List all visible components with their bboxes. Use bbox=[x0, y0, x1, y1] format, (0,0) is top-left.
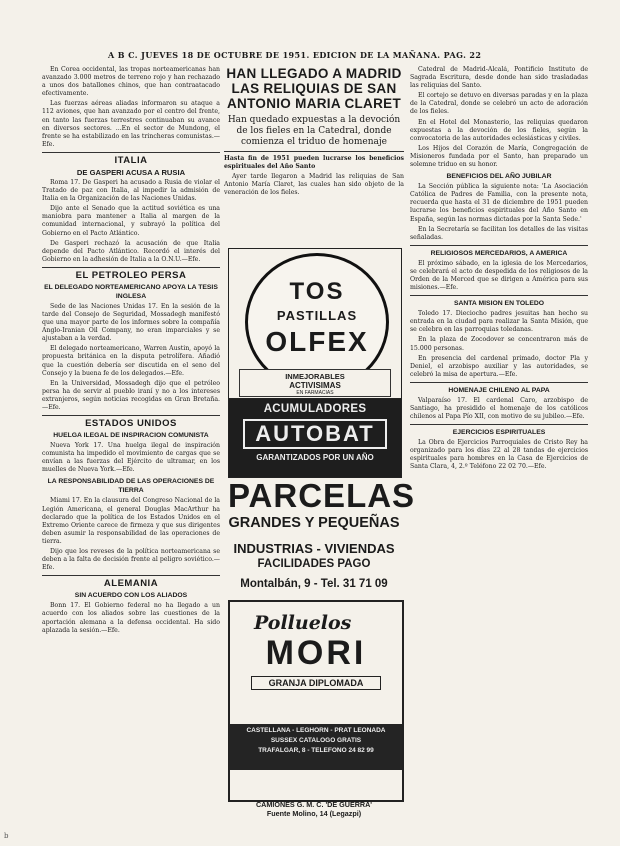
paragraph: El próximo sábado, en la iglesia de los Mercedarios, se celebrará el acto de despedida de los religiosos de la Orden de la Merced que se dirigen a América para sus misiones.—Efe. bbox=[410, 259, 588, 292]
paragraph: Valparaíso 17. El cardenal Caro, arzobispo de Santiago, ha presidido el homenaje de los católicos chilenos al Papa Pío XII, con motivo de su jubileo.—Efe. bbox=[410, 396, 588, 421]
section-title: ALEMANIA bbox=[103, 578, 159, 590]
headline-deck: Han quedado expuestas a la devoción de los fieles en la Catedral, donde comienza el triduo de homenaje bbox=[227, 115, 401, 147]
autobat-brand: AUTOBAT bbox=[243, 419, 387, 449]
olfex-tagline bbox=[239, 369, 391, 397]
column-right bbox=[410, 66, 588, 836]
paragraph: La Obra de Ejercicios Parroquiales de Cristo Rey ha organizado para los días 22 al 28 tandas de ejercicios espirituales para hombres en la Casa de Ejercicios de Santa Clara, 4, 2.º Teléfono 22 02 70.—Efe. bbox=[410, 439, 588, 471]
section-headline: LA RESPONSABILIDAD DE LAS OPERACIONES DE TIERRA bbox=[47, 478, 215, 495]
paragraph: Bonn 17. El Gobierno federal no ha llegado a un acuerdo con los aliados sobre las cuestiones de la aportación alemana a la defensa occidental. Ha sido aplazada la sesión.—Efe. bbox=[42, 602, 220, 634]
paragraph: De Gasperi rechazó la acusación de que Italia depende del Pacto Atlántico. Recordó el interés del Gobierno en la adhesión de Italia a la O.N.U.—Efe. bbox=[42, 239, 220, 263]
olfex-brand: OLFEX bbox=[265, 326, 369, 357]
paragraph: Roma 17. De Gasperi ha acusado a Rusia de violar el Tratado de paz con Italia, al impedir la admisión de Italia en la Organización de las Naciones Unidas. bbox=[42, 178, 220, 203]
section-headline: EL DELEGADO NORTEAMERICANO APOYA LA TESIS INGLESA bbox=[44, 283, 218, 300]
paragraph: En el Hotel del Monasterio, las reliquias quedaron expuestas a la devoción de los fieles, según la convocatoria de las autoridades eclesiásticas y civiles. bbox=[410, 118, 588, 142]
paragraph: Dijo ante el Senado que la actitud soviética es una maniobra para mantener a Italia al margen de la comunidad internacional, y subrayó la política del Gobierno en el Pacto Atlántico. bbox=[42, 205, 220, 237]
paragraph: En la plaza de Zocodover se concentraron más de 15.000 personas. bbox=[410, 336, 588, 352]
section-headline: SIN ACUERDO CON LOS ALIADOS bbox=[74, 592, 188, 600]
mori-band3: TRAFALGAR, 8 - TELEFONO 24 82 99 bbox=[258, 747, 374, 754]
paragraph: En la Secretaría se facilitan los detalles de las visitas señaladas. bbox=[410, 225, 588, 241]
divider bbox=[410, 382, 588, 383]
mori-script: Polluelos bbox=[254, 612, 352, 634]
paragraph: En la Universidad, Mossadegh dijo que el petróleo persa ha de servir al pueblo iraní y no a los intereses extranjeros, según noticias recogidas en Gran Bretaña.—Efe. bbox=[42, 379, 220, 411]
divider bbox=[42, 575, 220, 576]
paragraph: La Sección pública la siguiente nota: 'La Asociación Católica de Padres de Familia, con la presente nota, recuerda que hasta el 31 de diciembre de 1951 pueden lucrarse los beneficios espirituales del Año Santo en España, según las normas dictadas por la Santa Sede.' bbox=[410, 183, 588, 223]
paragraph: Dijo que los reveses de la política norteamericana se deben a la falta de decisión frente al peligro soviético.—Efe. bbox=[42, 548, 220, 572]
page-header: A B C. JUEVES 18 DE OCTUBRE DE 1951. EDICION DE LA MAÑANA. PAG. 22 bbox=[108, 50, 482, 60]
paragraph: En Corea occidental, las tropas norteamericanas han avanzado 3.000 metros de terreno rojo y han rechazado a unos dos batallones chinos, que han contraatacado efectivamente. bbox=[42, 66, 220, 98]
paragraph: Ayer tarde llegaron a Madrid las reliquias de San Antonio María Claret, las cuales han sido objeto de la veneración de los fieles. bbox=[224, 173, 404, 197]
paragraph: Las fuerzas aéreas aliadas informaron su ataque a 112 aviones, que han avanzado por el centro del frente, en tanto las fuerzas terrestres continuaban su avance en diversos sectores. ...En el sector de Mundong, el frente se ha estabilizado en las trincheras comunistas.—Efe. bbox=[42, 100, 220, 148]
advert-olfex bbox=[228, 248, 402, 400]
divider bbox=[42, 415, 220, 416]
olfex-tos: TOS bbox=[289, 278, 345, 305]
paragraph: En presencia del cardenal primado, doctor Pla y Deniel, el arzobispo auxiliar y las autoridades, se celebró la misa de apertura.—Efe. bbox=[410, 354, 588, 378]
section-headline: EJERCICIOS ESPIRITUALES bbox=[452, 429, 546, 437]
olfex-tag3: EN FARMACIAS bbox=[296, 390, 334, 396]
main-headline: HAN LLEGADO A MADRID LAS RELIQUIAS DE SAN ANTONIO MARIA CLARET bbox=[226, 66, 402, 111]
paragraph: El delegado norteamericano, Warren Austin, apoyó la propuesta británica en la disputa petrolífera. Añadió que la cuestión debería ser discutida en el seno del Consejo y la buena fe de los delegados.—Efe. bbox=[42, 345, 220, 377]
advert-parcelas bbox=[228, 477, 416, 596]
section-headline: RELIGIOSOS MERCEDARIOS, A AMERICA bbox=[430, 249, 568, 257]
olfex-tag1: INMEJORABLES bbox=[285, 372, 345, 381]
olfex-tag2: ACTIVISIMAS bbox=[289, 381, 341, 390]
paragraph: Toledo 17. Dieciocho padres jesuitas han hecho su entrada en la ciudad para realizar la Santa Misión, que se celebra en las parroquias toledanas. bbox=[410, 310, 588, 334]
olfex-pastillas: PASTILLAS bbox=[276, 308, 358, 323]
parcelas-title: PARCELAS bbox=[228, 477, 416, 514]
paragraph: Catedral de Madrid-Alcalá, Pontificio Instituto de Sagrada Escritura, desde donde han sido trasladadas las reliquias del Santo. bbox=[410, 66, 588, 90]
parcelas-line1: INDUSTRIAS - VIVIENDAS bbox=[233, 541, 395, 556]
mori-band bbox=[230, 724, 402, 770]
footer-mark: b bbox=[4, 832, 9, 840]
parcelas-address: Montalbán, 9 - Tel. 31 71 09 bbox=[240, 578, 388, 590]
mori-band1: CASTELLANA - LEGHORN - PRAT LEONADA bbox=[246, 727, 386, 734]
paragraph: Miami 17. En la clausura del Congreso Nacional de la Legión Americana, el general Douglas MacArthur ha declarado que la política de los Estados Unidos en el Extremo Oriente carece de firmeza y que sus dirigentes deben asumir la responsabilidad de las operaciones de tierra. bbox=[42, 497, 220, 545]
advert-autobat bbox=[228, 398, 402, 478]
paragraph: Nueva York 17. Una huelga ilegal de inspiración comunista ha impedido el movimiento de cargas que se envían a las fuerzas del Ejército de ultramar, en los muelles de Nueva York.—Efe. bbox=[42, 442, 220, 474]
section-headline: DE GASPERI ACUSA A RUSIA bbox=[76, 167, 186, 177]
mori-band2: SUSSEX CATALOGO GRATIS bbox=[270, 737, 362, 744]
divider bbox=[42, 152, 220, 153]
mori-brand: MORI bbox=[265, 634, 367, 672]
divider bbox=[42, 267, 220, 268]
parcelas-sub: GRANDES Y PEQUEÑAS bbox=[228, 515, 400, 531]
autobat-line2: GARANTIZADOS POR UN AÑO bbox=[256, 453, 374, 462]
column-left bbox=[42, 66, 220, 836]
paragraph: El cortejo se detuvo en diversas paradas y en la plaza de la Catedral, donde se celebró un acto de adoración de los fieles. bbox=[410, 92, 588, 116]
advert-camiones bbox=[228, 800, 400, 818]
parcelas-line2: FACILIDADES PAGO bbox=[257, 558, 371, 570]
divider bbox=[410, 295, 588, 296]
paragraph: Sede de las Naciones Unidas 17. En la sesión de la tarde del Consejo de Seguridad, Mossadegh manifestó que una mayor parte de los informes sobre la compañía Anglo-Iranian Oil Company, no eran imparciales y se ajustaban a la verdad. bbox=[42, 302, 220, 343]
section-headline: HUELGA ILEGAL DE INSPIRACION COMUNISTA bbox=[53, 432, 209, 440]
camiones-line2: Fuente Molino, 14 (Legazpi) bbox=[266, 809, 362, 818]
section-headline: SANTA MISION EN TOLEDO bbox=[453, 300, 545, 308]
divider bbox=[410, 245, 588, 246]
divider bbox=[224, 151, 404, 152]
section-title: ITALIA bbox=[114, 154, 148, 166]
paragraph: Los Hijos del Corazón de María, Congregación de Misioneros fundada por el Santo, han preparado un solemne triduo en su honor. bbox=[410, 144, 588, 169]
camiones-line1: CAMIONES G. M. C. 'DE GUERRA' bbox=[255, 800, 373, 809]
divider bbox=[410, 424, 588, 425]
section-headline: HOMENAJE CHILENO AL PAPA bbox=[448, 386, 550, 394]
autobat-line1: ACUMULADORES bbox=[263, 403, 367, 415]
section-title: EL PETROLEO PERSA bbox=[75, 269, 187, 281]
subhead: Hasta fin de 1951 pueden lucrarse los beneficios espirituales del Año Santo bbox=[224, 155, 404, 171]
section-headline: BENEFICIOS DEL AÑO JUBILAR bbox=[446, 173, 552, 181]
mori-sub: GRANJA DIPLOMADA bbox=[251, 676, 381, 690]
section-title: ESTADOS UNIDOS bbox=[85, 418, 177, 430]
advert-mori bbox=[228, 600, 404, 802]
